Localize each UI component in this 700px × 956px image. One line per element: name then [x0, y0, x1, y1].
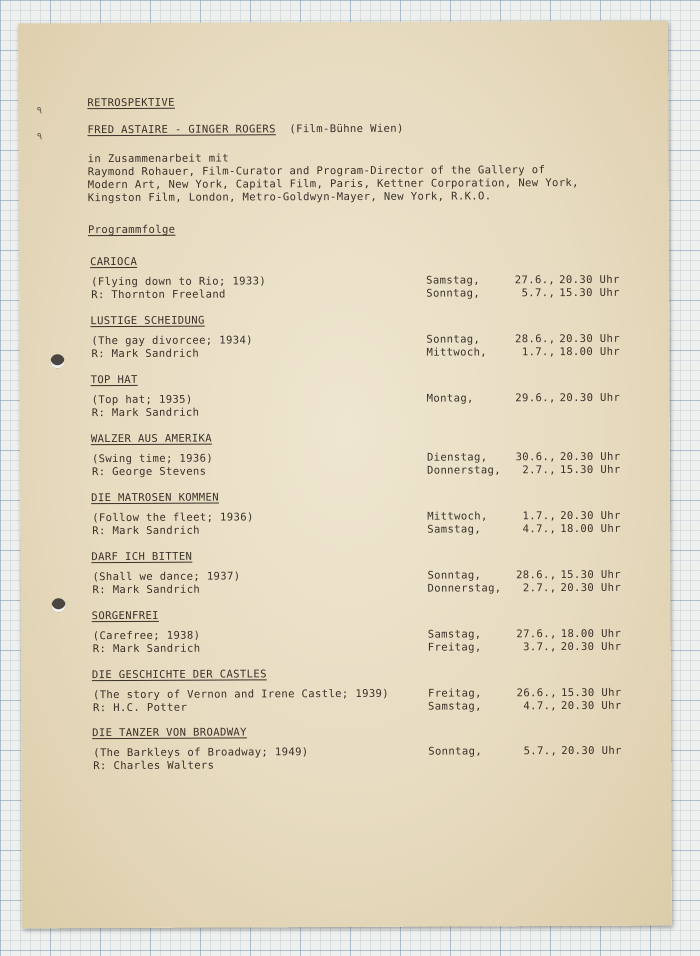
screening-time: 20.30 Uhr [560, 581, 622, 595]
film-title: LUSTIGE SCHEIDUNG [90, 314, 205, 328]
screening-date: 29.6., [515, 392, 556, 405]
screening-time: 18.00 Uhr [560, 627, 622, 641]
screening-day: Samstag, [426, 274, 481, 287]
screening-day: Donnerstag, [427, 582, 502, 595]
screening-day: Samstag, [427, 700, 482, 713]
film-director: R: Mark Sandrich [92, 642, 201, 656]
screening-day: Samstag, [427, 628, 482, 641]
film-director: R: George Stevens [91, 465, 207, 479]
intro-line: Raymond Rohauer, Film-Curator and Program-Director of the Gallery of [87, 164, 546, 179]
screening-date: 30.6., [515, 451, 556, 464]
screening-date: 2.7., [522, 582, 557, 595]
screening-time: 20.30 Uhr [560, 509, 621, 523]
screening-time: 20.30 Uhr [559, 450, 621, 464]
main-title: FRED ASTAIRE - GINGER ROGERS [87, 123, 276, 137]
intro-line: Modern Art, New York, Capital Film, Paris, Kettner Corporation, New York, [87, 176, 579, 192]
film-title: DIE TANZER VON BROADWAY [92, 726, 247, 740]
film-original-title: (Follow the fleet; 1936) [92, 511, 254, 525]
film-director: R: Mark Sandrich [92, 524, 200, 538]
screening-day: Samstag, [427, 523, 482, 536]
program-heading: Programmfolge [87, 223, 176, 237]
film-title: SORGENFREI [91, 609, 159, 623]
film-title: DIE MATROSEN KOMMEN [91, 491, 219, 505]
screening-time: 15.30 Uhr [560, 568, 622, 582]
intro-line: Kingston Film, London, Metro-Goldwyn-Mayer, New York, R.K.O. [87, 190, 492, 205]
screening-day: Sonntag, [427, 569, 482, 582]
screening-day: Mittwoch, [427, 510, 488, 523]
intro-line: in Zusammenarbeit mit [87, 152, 229, 166]
screening-date: 5.7., [523, 745, 558, 758]
screening-time: 15.30 Uhr [559, 286, 620, 300]
screening-day: Freitag, [427, 687, 482, 700]
screening-time: 18.00 Uhr [560, 522, 621, 536]
film-original-title: (Shall we dance; 1937) [92, 570, 241, 584]
screening-date: 26.6., [516, 687, 557, 700]
film-original-title: (The Barkleys of Broadway; 1949) [93, 746, 309, 760]
screening-day: Dienstag, [426, 451, 488, 464]
film-title: DIE GESCHICHTE DER CASTLES [91, 668, 267, 682]
screening-time: 20.30 Uhr [560, 699, 622, 713]
film-original-title: (The story of Vernon and Irene Castle; 1939) [92, 687, 390, 702]
screening-day: Sonntag, [426, 287, 481, 300]
film-original-title: (Flying down to Rio; 1933) [91, 275, 267, 289]
screening-time: 18.00 Uhr [559, 345, 621, 359]
film-original-title: (Carefree; 1938) [92, 629, 201, 643]
film-title: WALZER AUS AMERIKA [90, 432, 212, 446]
screening-date: 1.7., [521, 346, 556, 359]
screening-date: 3.7., [523, 641, 557, 654]
film-director: R: Mark Sandrich [92, 583, 201, 597]
screening-date: 27.6., [516, 628, 557, 641]
program-sheet [18, 21, 672, 929]
punch-hole [50, 354, 64, 368]
film-director: R: Mark Sandrich [91, 406, 200, 420]
film-director: R: Charles Walters [93, 759, 215, 773]
screening-date: 4.7., [522, 523, 557, 536]
pencil-mark: ٩ [36, 131, 43, 143]
main-title-row [87, 123, 403, 137]
screening-day: Mittwoch, [426, 346, 488, 359]
screening-day: Sonntag, [428, 745, 483, 758]
retrospective-label: RETROSPEKTIVE [87, 96, 175, 110]
film-director: R: H.C. Potter [92, 701, 188, 715]
film-director: R: Thornton Freeland [91, 288, 226, 302]
pencil-mark: ٩ [36, 105, 43, 117]
screening-time: 20.30 Uhr [560, 640, 622, 654]
screening-date: 27.6., [514, 274, 556, 287]
film-title: TOP HAT [90, 373, 138, 387]
screening-day: Donnerstag, [426, 464, 502, 477]
film-title: CARIOCA [90, 255, 138, 269]
screening-time: 15.30 Uhr [559, 463, 621, 477]
film-original-title: (The gay divorcee; 1934) [91, 334, 253, 348]
venue: (Film-Bühne Wien) [289, 122, 404, 136]
screening-time: 20.30 Uhr [559, 391, 621, 405]
screening-date: 28.6., [516, 569, 557, 582]
screening-time: 20.30 Uhr [559, 273, 620, 287]
screening-time: 15.30 Uhr [560, 686, 622, 700]
screening-day: Sonntag, [426, 333, 481, 346]
screening-date: 5.7., [521, 287, 556, 300]
screening-day: Montag, [426, 392, 474, 405]
punch-hole [52, 598, 66, 612]
screening-date: 2.7., [522, 464, 557, 477]
screening-date: 28.6., [515, 333, 556, 346]
film-title: DARF ICH BITTEN [91, 550, 193, 564]
screening-date: 4.7., [523, 700, 558, 713]
screening-time: 20.30 Uhr [559, 332, 620, 346]
film-director: R: Mark Sandrich [91, 347, 200, 361]
film-original-title: (Top hat; 1935) [91, 393, 193, 407]
screening-date: 1.7., [522, 510, 557, 523]
film-original-title: (Swing time; 1936) [91, 452, 214, 466]
screening-day: Freitag, [427, 641, 482, 654]
screening-time: 20.30 Uhr [561, 744, 622, 758]
